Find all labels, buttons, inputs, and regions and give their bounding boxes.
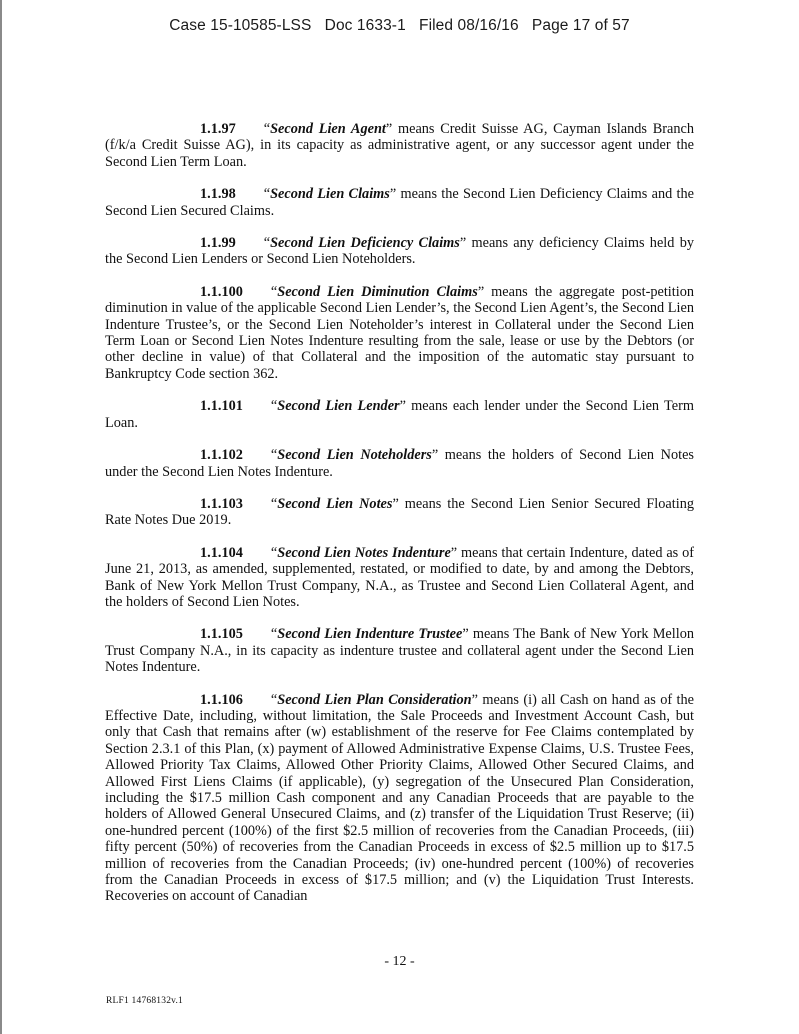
definition-text: means The Bank of New York Mellon Trust Company N.A., in its capacity as indenture trustee and collateral agent under the Second Lien Notes Indenture. <box>105 626 694 676</box>
definition-paragraph: 1.1.105 “Second Lien Indenture Trustee” means The Bank of New York Mellon Trust Company N.A., in its capacity as indenture trustee and collateral agent under the Second Lien Notes Indenture. <box>105 626 694 676</box>
section-number: 1.1.98 <box>200 186 236 203</box>
defined-term: Second Lien Noteholders <box>277 447 432 464</box>
section-number: 1.1.101 <box>200 398 243 415</box>
filed-date: Filed 08/16/16 <box>419 17 519 34</box>
defined-term: Second Lien Deficiency Claims <box>270 235 460 252</box>
definition-paragraph: 1.1.97 “Second Lien Agent” means Credit Suisse AG, Cayman Islands Branch (f/k/a Credit Suisse AG), in its capacity as administrative agent, or any successor agent under the Second Lien Term Loan. <box>105 121 694 170</box>
defined-term: Second Lien Plan Consideration <box>277 691 472 708</box>
definition-paragraph: 1.1.99 “Second Lien Deficiency Claims” means any deficiency Claims held by the Second Lien Lenders or Second Lien Noteholders. <box>105 235 694 268</box>
definition-paragraph: 1.1.103 “Second Lien Notes” means the Second Lien Senior Secured Floating Rate Notes Due 2019. <box>105 495 694 529</box>
defined-term: Second Lien Agent <box>270 121 386 137</box>
document-body <box>105 121 694 921</box>
definition-paragraph: 1.1.104 “Second Lien Notes Indenture” means that certain Indenture, dated as of June 21, 2013, as amended, supplemented, restated, or modified to date, by and among the Debtors, Bank of New York Mellon Trust Company, N.A., as Trustee and Second Lien Collateral Agent, and the holders of Second Lien Notes. <box>105 544 694 610</box>
section-number: 1.1.106 <box>200 691 243 708</box>
definition-paragraph: 1.1.102 “Second Lien Noteholders” means the holders of Second Lien Notes under the Second Lien Notes Indenture. <box>105 447 694 480</box>
definition-paragraph: 1.1.101 “Second Lien Lender” means each lender under the Second Lien Term Loan. <box>105 398 694 431</box>
definition-text: means the Second Lien Senior Secured Floating Rate Notes Due 2019. <box>105 495 694 529</box>
document-id: RLF1 14768132v.1 <box>106 996 184 1006</box>
defined-term: Second Lien Diminution Claims <box>277 283 478 300</box>
definition-paragraph: 1.1.106 “Second Lien Plan Consideration” means (i) all Cash on hand as of the Effective Date, including, without limitation, the Sale Proceeds and Investment Account Cash, but only that Cash that remains after (w) establishment of the reserve for Fee Claims contemplated by Section 2.3.1 of this Plan, (x) payment of Allowed Administrative Expense Claims, U.S. Trustee Fees, Allowed Priority Tax Claims, Allowed Other Priority Claims, Allowed Other Secured Claims, and Allowed First Liens Claims (if applicable), (y) segregation of the Unsecured Plan Consideration, including the $17.5 million Cash component and any Canadian Proceeds that are payable to the holders of Allowed General Unsecured Claims, and (z) transfer of the Liquidation Trust Reserve; (ii) one-hundred percent (100%) of the first $2.5 million of recoveries from the Canadian Proceeds, (iii) fifty percent (50%) of recoveries from the Canadian Proceeds in excess of $2.5 million up to $17.5 million of recoveries from the Canadian Proceeds; (iv) one-hundred percent (100%) of recoveries from the Canadian Proceeds in excess of $17.5 million; and (v) the Liquidation Trust Interests. Recoveries on account of Canadian <box>105 691 694 905</box>
defined-term: Second Lien Claims <box>270 186 390 203</box>
defined-term: Second Lien Notes <box>277 495 393 512</box>
definition-text: means each lender under the Second Lien Term Loan. <box>105 398 694 431</box>
page-edge <box>0 0 2 1034</box>
page-count: Page 17 of 57 <box>531 17 630 34</box>
definition-text: means (i) all Cash on hand as of the Effective Date, including, without limitation, the Sale Proceeds and Investment Account Cash, but only that Cash that remains after (w) establishment of the reserve for Fee Claims contemplated by Section 2.3.1 of this Plan, (x) payment of Allowed Administrative Expense Claims, U.S. Trustee Fees, Allowed Priority Tax Claims, Allowed Other Priority Claims, Allowed Other Secured Claims, and Allowed First Liens Claims (if applicable), (y) segregation of the Unsecured Plan Consideration, including the $17.5 million Cash component and any Canadian Proceeds that are payable to the holders of Allowed General Unsecured Claims, and (z) transfer of the Liquidation Trust Reserve; (ii) one-hundred percent (100%) of the first $2.5 million of recoveries from the Canadian Proceeds, (iii) fifty percent (50%) of recoveries from the Canadian Proceeds in excess of $2.5 million up to $17.5 million of recoveries from the Canadian Proceeds; (iv) one-hundred percent (100%) of recoveries from the Canadian Proceeds in excess of $17.5 million; and (v) the Liquidation Trust Interests. Recoveries on account of Canadian <box>105 691 694 905</box>
definition-text: means the Second Lien Deficiency Claims and the Second Lien Secured Claims. <box>105 186 694 219</box>
case-number: Case 15-10585-LSS <box>169 17 312 34</box>
section-number: 1.1.104 <box>200 544 243 561</box>
definition-text: means the holders of Second Lien Notes under the Second Lien Notes Indenture. <box>105 447 694 480</box>
section-number: 1.1.102 <box>200 447 243 464</box>
definition-text: means any deficiency Claims held by the Second Lien Lenders or Second Lien Noteholders. <box>105 235 694 268</box>
definition-paragraph: 1.1.100 “Second Lien Diminution Claims” means the aggregate post-petition diminution in value of the applicable Second Lien Lender’s, the Second Lien Agent’s, the Second Lien Indenture Trustee’s, or the Second Lien Noteholder’s interest in Collateral under the Second Lien Term Loan or Second Lien Notes Indenture resulting from the sale, lease or use by the Debtors (or other decline in value) of that Collateral and the imposition of the automatic stay pursuant to Bankruptcy Code section 362. <box>105 283 695 382</box>
section-number: 1.1.103 <box>200 495 243 512</box>
defined-term: Second Lien Notes Indenture <box>277 544 451 561</box>
section-number: 1.1.100 <box>200 283 243 300</box>
definition-text: means that certain Indenture, dated as of June 21, 2013, as amended, supplemented, restated, or modified to date, by and among the Debtors, Bank of New York Mellon Trust Company, N.A., as Trustee and Second Lien Collateral Agent, and the holders of Second Lien Notes. <box>105 544 694 610</box>
definition-text: means Credit Suisse AG, Cayman Islands Branch (f/k/a Credit Suisse AG), in its capacity as administrative agent, or any successor agent under the Second Lien Term Loan. <box>105 121 694 170</box>
court-filing-header <box>0 17 799 35</box>
defined-term: Second Lien Lender <box>277 398 400 415</box>
section-number: 1.1.105 <box>200 626 243 643</box>
doc-number: Doc 1633-1 <box>324 17 406 34</box>
definition-paragraph: 1.1.98 “Second Lien Claims” means the Second Lien Deficiency Claims and the Second Lien Secured Claims. <box>105 186 694 219</box>
defined-term: Second Lien Indenture Trustee <box>277 626 463 643</box>
section-number: 1.1.99 <box>200 235 236 252</box>
section-number: 1.1.97 <box>200 121 236 137</box>
page-number: - 12 - <box>384 954 415 969</box>
definition-text: means the aggregate post-petition diminution in value of the applicable Second Lien Lender’s, the Second Lien Agent’s, the Second Lien Indenture Trustee’s, or the Second Lien Noteholder’s interest in Collateral under the Second Lien Term Loan or Second Lien Notes Indenture resulting from the sale, lease or use by the Debtors (or other decline in value) of that Collateral and the imposition of the automatic stay pursuant to Bankruptcy Code section 362. <box>105 283 695 382</box>
